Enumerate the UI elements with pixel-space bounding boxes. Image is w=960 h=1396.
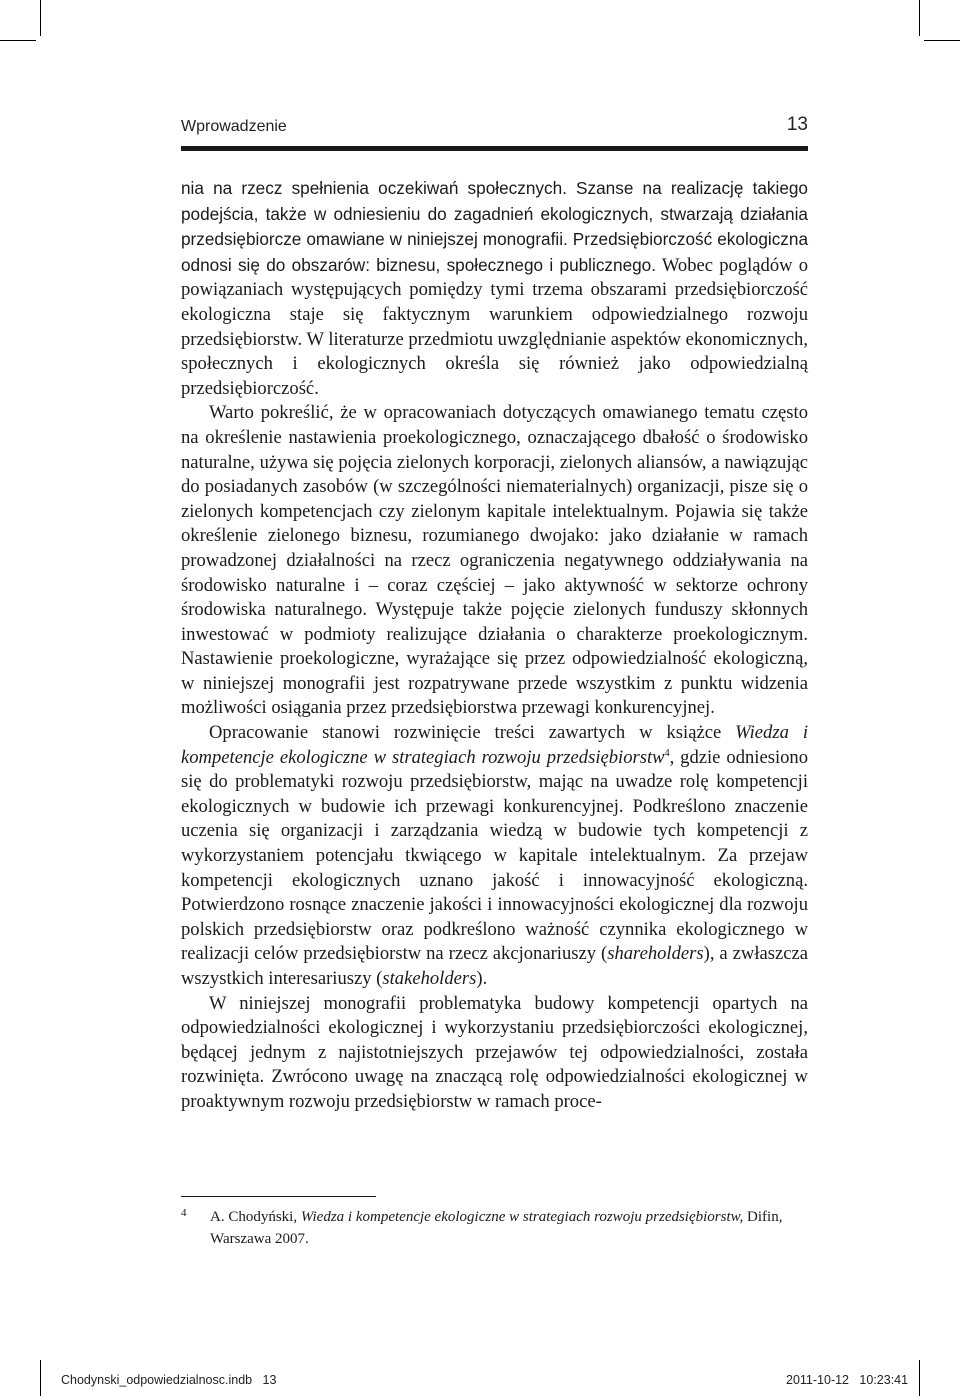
- footnote-text: [210, 1206, 808, 1250]
- crop-mark: [924, 40, 960, 41]
- paragraph-3-part-b: , gdzie odniesiono się do problematyki rozwoju przedsiębiorstw, mając na uwadze rolę kompetencji ekologicznych w budowie ich przewagi konkurencyjnej. Podkreślono znaczenie uczenia się organizacji i zarządzania wiedzą w budowie tych kompetencji z wykorzystaniem potencjału tkwiącego w kapitale intelektualnym. Za przejaw kompetencji ekologicznych uznano jakość i innowacyjność ekologiczną. Potwierdzono rosnące znaczenie jakości i innowacyjności ekologicznej dla rozwoju polskich przedsiębiorstw oraz podkreślono ważność czynnika ekologicznego w realizacji celów przedsiębiorstw na rzecz akcjonariuszy (: [181, 746, 808, 965]
- paragraph-1: [181, 176, 808, 401]
- footnote-reference[interactable]: 4: [664, 747, 670, 759]
- body-text: [181, 176, 808, 1115]
- footnote-rule: [181, 1196, 376, 1197]
- crop-mark: [40, 1360, 41, 1396]
- paragraph-1-serif-run: Wobec poglądów o powiązaniach występujących pomiędzy tymi trzema obszarami przedsiębiorczość ekologiczna staje się faktycznym warunkiem odpowiedzialnego rozwoju przedsiębiorstw. W literaturze przedmiotu uwzględnianie aspektów ekonomicznych, społecznych i ekologicznych określa się również jako odpowiedzialną przedsiębiorczość.: [181, 254, 809, 399]
- term-shareholders: shareholders: [607, 943, 704, 965]
- footnote-author: A. Chodyński,: [210, 1209, 301, 1225]
- slug-filename: Chodynski_odpowiedzialnosc.indb 13: [61, 1373, 277, 1387]
- paragraph-4: W niniejszej monografii problematyka budowy kompetencji opartych na odpowiedzialności ekologicznej i wykorzystaniu przedsiębiorczości ekologicznej, będącej jednym z najistotniejszych przejawów tej odpowiedzialności, została rozwinięta. Zwrócono uwagę na znaczącą rolę odpowiedzialności ekologicznej w proaktywnym rozwoju przedsiębiorstw w ramach proce-: [181, 992, 808, 1112]
- cited-book-title: Wiedza i kompetencje ekologiczne w strategiach rozwoju przedsiębiorstw: [181, 722, 809, 768]
- crop-mark: [919, 0, 920, 36]
- page-number: 13: [786, 114, 808, 135]
- footnote-publisher: Difin, Warszawa 2007.: [210, 1209, 783, 1247]
- footnote-title: Wiedza i kompetencje ekologiczne w strategiach rozwoju przedsiębiorstw,: [300, 1209, 744, 1225]
- term-stakeholders: stakeholders: [382, 968, 477, 989]
- paragraph-1-sans-run: nia na rzecz spełnienia oczekiwań społecznych. Szanse na realizację takiego podejścia, także w odniesieniu do zagadnień ekologicznych, stwarzają działania przedsiębiorcze omawiane w niniejszej monografii. Przedsiębiorczość ekologiczna odnosi się do obszarów: biznesu, społecznego i publicznego.: [181, 178, 808, 275]
- crop-mark: [0, 40, 36, 41]
- crop-mark: [919, 1360, 920, 1396]
- paragraph-3: [181, 721, 808, 992]
- slug-datetime: 2011-10-12 10:23:41: [786, 1373, 909, 1387]
- crop-mark: [40, 0, 41, 36]
- footnote: [181, 1206, 808, 1250]
- paragraph-3-part-c: ), a zwłaszcza wszystkich interesariuszy (: [181, 943, 808, 989]
- paragraph-3-part-a: Opracowanie stanowi rozwinięcie treści zawartych w książce: [209, 722, 736, 744]
- header-rule: [181, 146, 808, 151]
- paragraph-2: Warto pokreślić, że w opracowaniach dotyczących omawianego tematu często na określenie nastawienia proekologicznego, oznaczającego dbałość o środowisko naturalne, używa się pojęcia zielonych korporacji, zielonych aliansów, a nawiązując do posiadanych zasobów (w szczególności niematerialnych) organizacji, pisze się o zielonych kompetencjach czy zielonym kapitale intelektualnym. Pojawia się także określenie zielonego biznesu, rozumianego dwojako: jako działanie w ramach prowadzonej działalności na rzecz ograniczenia negatywnego oddziaływania na środowisko naturalne i – coraz częściej – jako aktywność w sektorze ochrony środowiska naturalnego. Występuje także pojęcie zielonych funduszy skłonnych inwestować w podmioty realizujące działania o charakterze proekologicznym. Nastawienie proekologiczne, wyrażające się przez odpowiedzialność ekologiczną, w niniejszej monografii jest rozpatrywane przede wszystkim z punktu widzenia możliwości osiągania przez przedsiębiorstwa przewagi konkurencyjnej.: [181, 402, 808, 719]
- paragraph-3-part-d: ).: [476, 968, 488, 989]
- footnote-number: 4: [181, 1207, 187, 1219]
- running-header-title: Wprowadzenie: [181, 118, 287, 135]
